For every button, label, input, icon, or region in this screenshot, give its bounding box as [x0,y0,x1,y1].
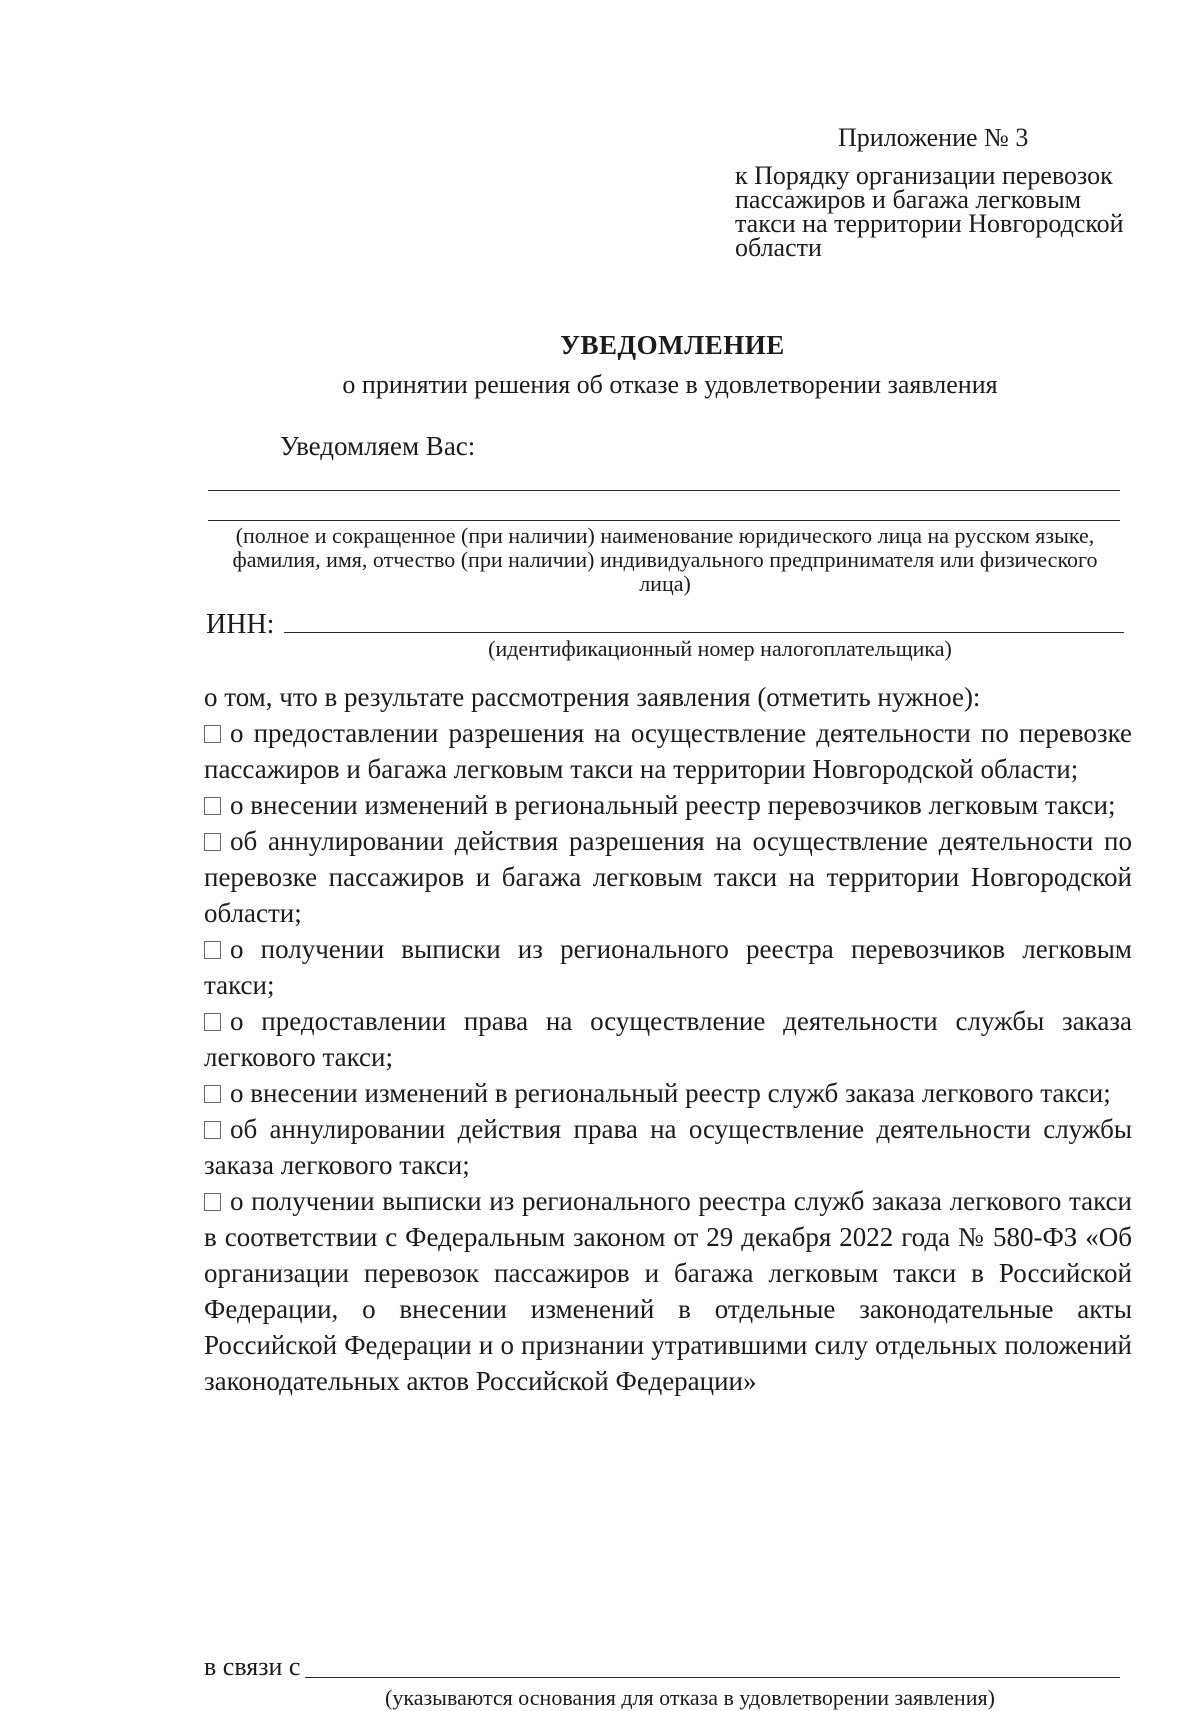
option-dispatch-registry-changes [204,1075,1132,1111]
inn-caption: (идентификационный номер налогоплательщика) [488,636,952,661]
options-list [204,715,1132,1399]
option-text: об аннулировании действия разрешения на осуществление деятельности по перевозке пассажиров и багажа легковым такси на территории Новгородской области; [204,826,1132,928]
checkbox[interactable] [204,797,221,815]
checkbox[interactable] [204,1085,221,1103]
option-dispatch-registry-extract [204,1183,1132,1399]
document-title: УВЕДОМЛЕНИЕ [560,330,785,360]
option-dispatch-right-cancellation [204,1111,1132,1183]
checkbox[interactable] [204,1121,221,1139]
checkbox[interactable] [204,725,221,743]
checkbox[interactable] [204,1193,221,1211]
option-text: о внесении изменений в региональный реестр служб заказа легкового такси; [230,1078,1111,1108]
option-carrier-registry-extract [204,931,1132,1003]
option-text: о предоставлении разрешения на осуществление деятельности по перевозке пассажиров и багажа легковым такси на территории Новгородской области; [204,718,1132,784]
option-permit-cancellation [204,823,1132,931]
appendix-title: Приложение № 3 [838,123,1029,152]
inn-label: ИНН: [206,609,275,640]
appendix-subtitle: к Порядку организации перевозок пассажиров и багажа легковым такси на территории Новгородской области [735,161,1124,262]
greeting-text: Уведомляем Вас: [280,431,476,461]
name-caption: (полное и сокращенное (при наличии) наименование юридического лица на русском языке, фамилия, имя, отчество (при наличии) индивидуального предпринимателя или физического лица) [232,523,1098,596]
document-subtitle: о принятии решения об отказе в удовлетворении заявления [342,370,998,399]
inn-blank-line[interactable] [284,632,1124,633]
grounds-blank-line[interactable] [305,1677,1120,1678]
option-text: о получении выписки из регионального реестра служб заказа легкового такси в соответствии с Федеральным законом от 29 декабря 2022 года № 580-ФЗ «Об организации перевозок пассажиров и багажа легковым такси в Российской Федерации, о внесении изменений в отдельные законодательные акты Российской Федерации и о признании утратившими силу отдельных положений законодательных актов Российской Федерации» [204,1186,1132,1396]
option-text: о внесении изменений в региональный реестр перевозчиков легковым такси; [230,790,1116,820]
checkbox[interactable] [204,941,221,959]
grounds-label: в связи с [204,1652,301,1681]
option-text: об аннулировании действия права на осуществление деятельности службы заказа легкового такси; [204,1114,1132,1180]
option-text: о предоставлении права на осуществление деятельности службы заказа легкового такси; [204,1006,1132,1072]
grounds-caption: (указываются основания для отказа в удовлетворении заявления) [385,1685,995,1710]
lead-text: о том, что в результате рассмотрения заявления (отметить нужное): [204,682,981,712]
option-permit-issue [204,715,1132,787]
name-blank-line-2[interactable] [208,520,1120,521]
option-text: о получении выписки из регионального реестра перевозчиков легковым такси; [204,934,1132,1000]
option-dispatch-right-grant [204,1003,1132,1075]
checkbox[interactable] [204,1013,221,1031]
option-carrier-registry-changes [204,787,1132,823]
name-blank-line-1[interactable] [208,490,1120,491]
checkbox[interactable] [204,833,221,851]
